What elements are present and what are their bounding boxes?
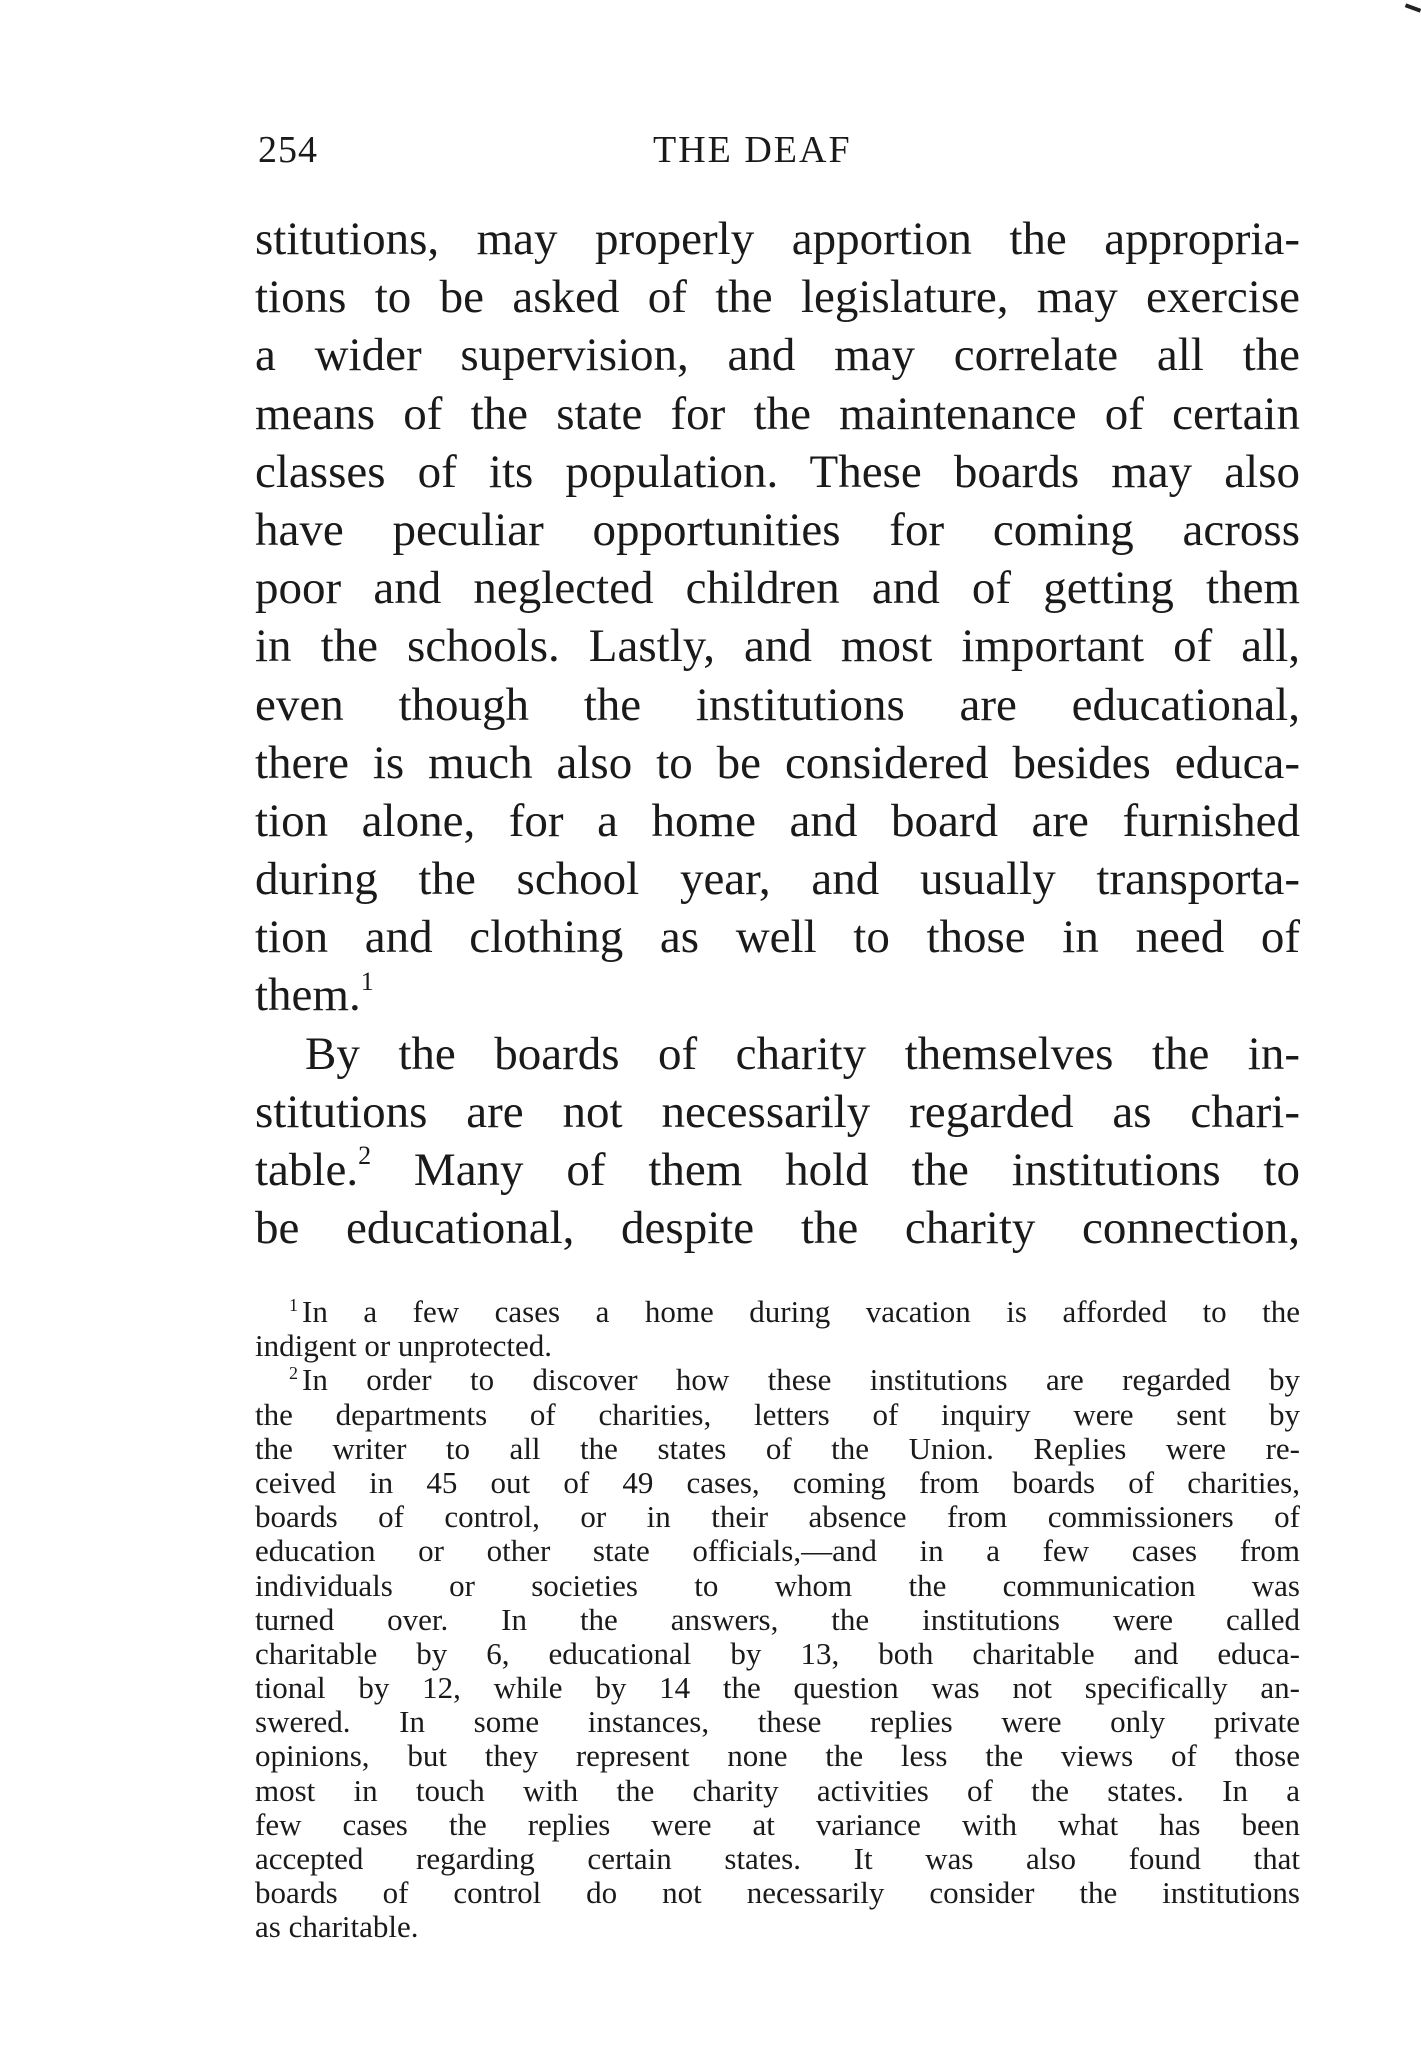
body-line: tion alone, for a home and board are furnished	[255, 794, 1300, 847]
footnote-line: individuals or societies to whom the communication was	[255, 1567, 1300, 1603]
footnote-line: opinions, but they represent none the less the views of those	[255, 1738, 1300, 1774]
footnote-line: most in touch with the charity activities of the states. In a	[255, 1772, 1300, 1808]
footnote-line: as charitable.	[255, 1909, 419, 1945]
paragraph2-line: be educational, despite the charity connection,	[255, 1202, 1300, 1255]
footnote-line: accepted regarding certain states. It was also found that	[255, 1841, 1300, 1876]
body-line: tion and clothing as well to those in need of	[255, 911, 1300, 964]
paragraph2-line: By the boards of charity themselves the in-	[305, 1027, 1300, 1080]
footnotes	[255, 1295, 1300, 1945]
footnote-ref-1: 1	[360, 966, 374, 996]
body-line: have peculiar opportunities for coming across	[255, 503, 1300, 556]
footnote-line: turned over. In the answers, the institutions were called	[255, 1601, 1300, 1637]
body-line-paragraph-end	[255, 966, 1300, 1024]
footnote-1	[255, 1295, 1300, 1329]
paragraph2-line: stitutions are not necessarily regarded as chari-	[255, 1085, 1300, 1138]
footnote-line: the departments of charities, letters of inquiry were sent by	[255, 1396, 1300, 1432]
body-line: a wider supervision, and may correlate all the	[255, 329, 1300, 382]
footnote-line: education or other state officials,—and in a few cases from	[255, 1533, 1300, 1569]
footnote-line: indigent or unprotected.	[255, 1328, 552, 1364]
footnote-line: ceived in 45 out of 49 cases, coming from boards of charities,	[255, 1464, 1300, 1500]
body-line: poor and neglected children and of getting them	[255, 562, 1300, 615]
footnote-line: few cases the replies were at variance with what has been	[255, 1806, 1300, 1842]
body-line-text: Many of them hold the institutions to	[371, 1144, 1300, 1196]
running-head: THE DEAF	[653, 129, 852, 171]
body-line: there is much also to be considered besides educa-	[255, 736, 1300, 789]
page-number: 254	[258, 129, 318, 171]
footnote-marker: 1	[289, 1294, 298, 1315]
footnote-line: tional by 12, while by 14 the question was not specifically an-	[255, 1670, 1300, 1706]
footnote-text: In a few cases a home during vacation is afforded to the	[302, 1294, 1300, 1329]
footnote-line: swered. In some instances, these replies were only private	[255, 1704, 1300, 1740]
footnote-text: In order to discover how these institutions are regarded by	[302, 1362, 1300, 1398]
footnote-marker: 2	[289, 1363, 298, 1384]
body-line: classes of its population. These boards may also	[255, 445, 1300, 498]
footnote-line: boards of control, or in their absence from commissioners of	[255, 1499, 1300, 1535]
body-line: in the schools. Lastly, and most important of all,	[255, 620, 1300, 673]
footnote-ref-2: 2	[358, 1141, 372, 1171]
body-line: tions to be asked of the legislature, may exercise	[255, 271, 1300, 324]
corner-mark	[1405, 3, 1421, 12]
page-header	[258, 128, 1298, 178]
body-line: during the school year, and usually transporta-	[255, 853, 1300, 906]
body-line-text: them.	[255, 969, 361, 1022]
paragraph2-line	[255, 1141, 1300, 1199]
body-line: stitutions, may properly apportion the appropria-	[255, 213, 1300, 265]
body-text	[255, 210, 1300, 1257]
body-line: even though the institutions are educational,	[255, 678, 1300, 731]
footnote-line: the writer to all the states of the Union. Replies were re-	[255, 1430, 1300, 1466]
body-line: means of the state for the maintenance of certain	[255, 387, 1300, 440]
footnote-line: boards of control do not necessarily consider the institutions	[255, 1875, 1300, 1911]
body-line-text: table.	[255, 1144, 359, 1196]
footnote-2	[255, 1363, 1300, 1397]
footnote-line: charitable by 6, educational by 13, both charitable and educa-	[255, 1635, 1300, 1671]
